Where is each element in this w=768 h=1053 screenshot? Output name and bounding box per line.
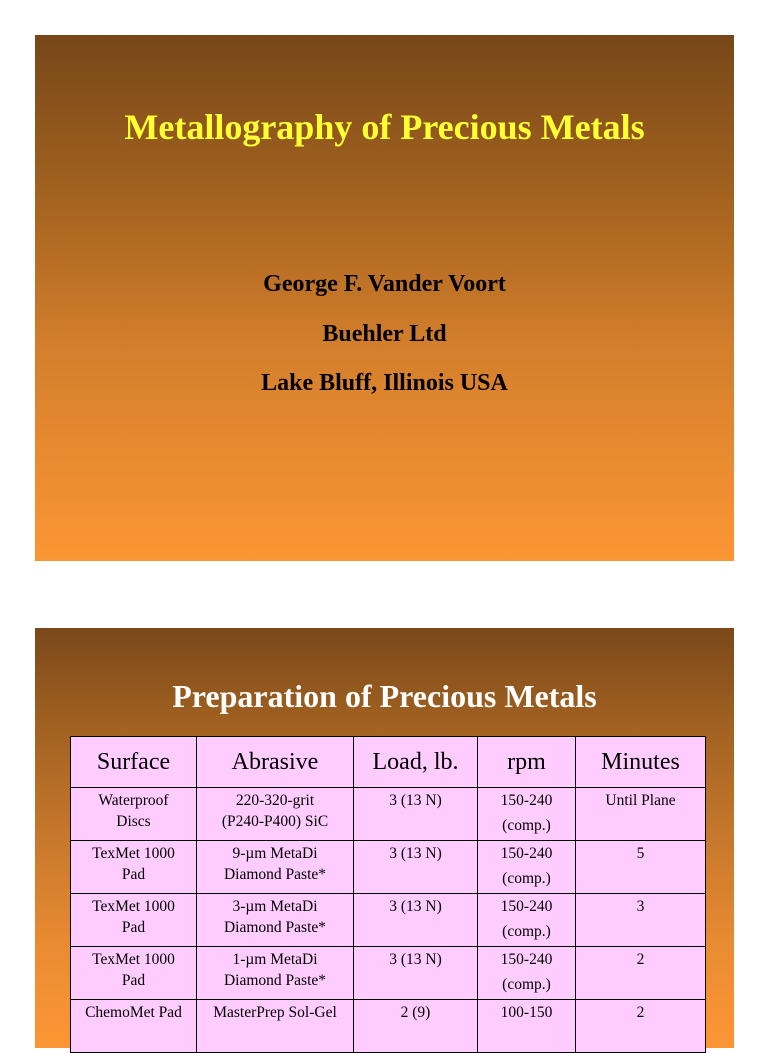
table-row bbox=[71, 841, 706, 894]
abrasive-line-2: Diamond Paste* bbox=[223, 919, 327, 936]
cell-surface bbox=[71, 1000, 197, 1053]
cell-rpm bbox=[478, 894, 576, 947]
cell-minutes: 5 bbox=[576, 841, 706, 894]
cell-surface bbox=[71, 894, 197, 947]
cell-rpm bbox=[478, 1000, 576, 1053]
cell-minutes: 3 bbox=[576, 894, 706, 947]
surface-line-1: TexMet 1000 bbox=[92, 951, 175, 968]
cell-surface bbox=[71, 947, 197, 1000]
table-row bbox=[71, 894, 706, 947]
cell-rpm bbox=[478, 947, 576, 1000]
table-row bbox=[71, 788, 706, 841]
cell-abrasive bbox=[197, 947, 354, 1000]
abrasive-line-1: MasterPrep Sol-Gel bbox=[213, 1004, 337, 1021]
cell-load: 3 (13 N) bbox=[354, 788, 478, 841]
rpm-line-2: (comp.) bbox=[502, 817, 551, 834]
surface-line-2: Discs bbox=[116, 813, 151, 830]
cell-surface bbox=[71, 788, 197, 841]
surface-line-1: ChemoMet Pad bbox=[85, 1004, 182, 1021]
location: Lake Bluff, Illinois USA bbox=[261, 370, 508, 396]
rpm-line-2: (comp.) bbox=[502, 976, 551, 993]
header-surface: Surface bbox=[71, 737, 197, 788]
cell-load: 3 (13 N) bbox=[354, 841, 478, 894]
rpm-line-1: 150-240 bbox=[500, 951, 553, 968]
header-minutes: Minutes bbox=[576, 737, 706, 788]
cell-minutes: Until Plane bbox=[576, 788, 706, 841]
table-header-row bbox=[71, 737, 706, 788]
abrasive-line-1: 220-320-grit bbox=[235, 792, 315, 809]
cell-surface bbox=[71, 841, 197, 894]
surface-line-2: Pad bbox=[121, 919, 146, 936]
table-row bbox=[71, 947, 706, 1000]
cell-abrasive bbox=[197, 841, 354, 894]
rpm-line-2: (comp.) bbox=[502, 923, 551, 940]
table-row bbox=[71, 1000, 706, 1053]
title-slide bbox=[35, 35, 734, 561]
cell-abrasive bbox=[197, 1000, 354, 1053]
cell-minutes: 2 bbox=[576, 1000, 706, 1053]
cell-load: 3 (13 N) bbox=[354, 894, 478, 947]
author-name: George F. Vander Voort bbox=[263, 271, 506, 297]
rpm-line-1: 150-240 bbox=[500, 898, 553, 915]
abrasive-line-1: 9-µm MetaDi bbox=[232, 845, 318, 862]
rpm-line-1: 150-240 bbox=[500, 845, 553, 862]
cell-rpm bbox=[478, 788, 576, 841]
cell-load: 2 (9) bbox=[354, 1000, 478, 1053]
cell-load: 3 (13 N) bbox=[354, 947, 478, 1000]
cell-abrasive bbox=[197, 894, 354, 947]
header-abrasive: Abrasive bbox=[197, 737, 354, 788]
preparation-table bbox=[70, 736, 706, 1053]
header-load: Load, lb. bbox=[354, 737, 478, 788]
abrasive-line-1: 1-µm MetaDi bbox=[232, 951, 318, 968]
rpm-line-2: (comp.) bbox=[502, 870, 551, 887]
surface-line-1: TexMet 1000 bbox=[92, 845, 175, 862]
rpm-line-1: 100-150 bbox=[500, 1004, 553, 1021]
preparation-slide bbox=[35, 628, 734, 1048]
abrasive-line-2: Diamond Paste* bbox=[223, 972, 327, 989]
surface-line-2: Pad bbox=[121, 972, 146, 989]
header-rpm: rpm bbox=[478, 737, 576, 788]
cell-minutes: 2 bbox=[576, 947, 706, 1000]
surface-line-1: TexMet 1000 bbox=[92, 898, 175, 915]
surface-line-2: Pad bbox=[121, 866, 146, 883]
presentation-title: Metallography of Precious Metals bbox=[124, 107, 645, 147]
abrasive-line-1: 3-µm MetaDi bbox=[232, 898, 318, 915]
cell-rpm bbox=[478, 841, 576, 894]
rpm-line-1: 150-240 bbox=[500, 792, 553, 809]
slide-title: Preparation of Precious Metals bbox=[172, 678, 597, 714]
cell-abrasive bbox=[197, 788, 354, 841]
abrasive-line-2: Diamond Paste* bbox=[223, 866, 327, 883]
company-name: Buehler Ltd bbox=[322, 321, 447, 347]
surface-line-1: Waterproof bbox=[98, 792, 169, 809]
abrasive-line-2: (P240-P400) SiC bbox=[221, 813, 329, 830]
